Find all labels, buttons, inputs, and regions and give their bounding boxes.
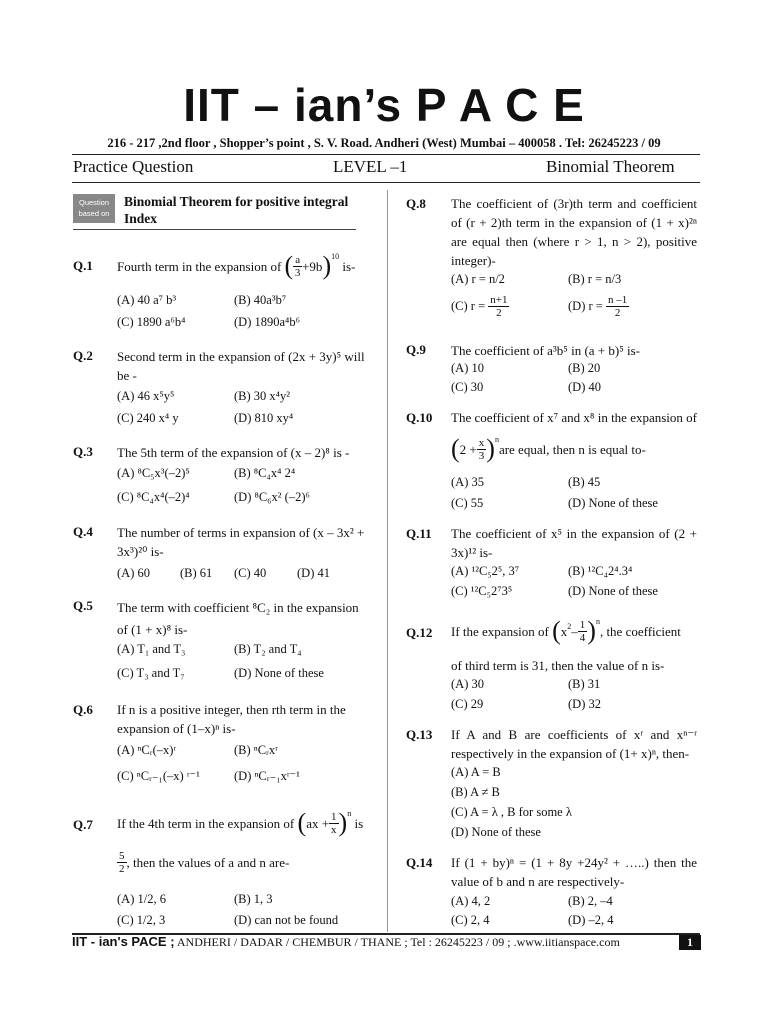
q10-number: Q.10 [406, 410, 433, 425]
q2-option-d: (D) 810 xy⁴ [234, 411, 294, 425]
q12-option-b: (B) 31 [568, 677, 601, 691]
q8-option-b: (B) r = n/3 [568, 272, 622, 286]
q11-number: Q.11 [406, 526, 432, 541]
q9-text: The coefficient of a³b⁵ in (a + b)⁵ is- [451, 343, 640, 358]
page-number: 1 [679, 935, 701, 950]
q5-number: Q.5 [73, 598, 93, 613]
q13-option-c: (C) A = λ , B for some λ [451, 805, 572, 819]
q10-option-b: (B) 45 [568, 475, 601, 489]
q6-number: Q.6 [73, 702, 93, 717]
q1-exponent: 10 [331, 251, 340, 261]
q6-option-a: (A) ⁿCᵣ(–x)ʳ [117, 743, 177, 757]
institute-brand-title: IIT – ian’s P A C E [183, 79, 585, 131]
q8-text: The coefficient of (3r)th term and coefficient of (r + 2)th term in the expansion of (1 + x)²ⁿ are equal then (where r > 1, n > 2), positive integer)- [451, 196, 697, 268]
q4-option-c: (C) 40 [234, 566, 267, 580]
q14-option-d: (D) –2, 4 [568, 913, 614, 927]
q13-option-d: (D) None of these [451, 825, 541, 839]
q12-text: If the expansion of ( x $^2$ – $\frac{1}{4}$ ) $^n$ , the coefficient [451, 616, 681, 645]
column-divider [387, 190, 388, 932]
q5-option-c: (C) T₃ and T₇ [117, 666, 185, 680]
q3-option-a: (A) ⁸C₅x³(–2)⁵ [117, 466, 190, 480]
q11-option-a: (A) ¹²C₅2⁵, 3⁷ [451, 564, 520, 578]
q1-number: Q.1 [73, 258, 93, 273]
q3-option-c: (C) ⁸C₄x⁴(–2)⁴ [117, 490, 190, 504]
q11-option-c: (C) ¹²C₅2⁷3⁵ [451, 584, 513, 598]
q10-tail: are equal, then n is equal to- [498, 441, 646, 457]
q2-option-c: (C) 240 x⁴ y [117, 411, 179, 425]
q11-option-d: (D) None of these [568, 584, 658, 598]
section-underline [73, 229, 356, 230]
q11-option-b: (B) ¹²C₄2⁴.3⁴ [568, 564, 633, 578]
q11-text: The coefficient of x⁵ in the expansion of (2 + 3x)¹² is- [451, 526, 697, 560]
footer-contact: ANDHERI / DADAR / CHEMBUR / THANE ; Tel : 26245223 / 09 ; .www.iitianspace.com [176, 935, 620, 949]
q12-line2: of third term is 31, then the value of n is- [451, 658, 665, 673]
q10-option-c: (C) 55 [451, 496, 484, 510]
q7-number: Q.7 [73, 817, 93, 832]
q13-text: If A and B are coefficients of xʳ and xⁿ⁻ʳ respectively in the expansion of (1+ x)ⁿ, then- [451, 727, 697, 761]
q7-stem: If the 4th term in the expansion of [117, 815, 295, 831]
q7-line2-text: , then the values of a and n are- [126, 855, 290, 870]
q1-text: Fourth term in the expansion of ( $\frac{a}{3}$ +9b ) $^{10}$ is- [117, 243, 382, 289]
q12-tail: , the coefficient [599, 623, 681, 639]
q5-option-d: (D) None of these [234, 666, 324, 680]
header-rule-top [72, 154, 700, 155]
q3-text: The 5th term of the expansion of (x – 2)⁸ is - [117, 445, 350, 460]
q14-text: If (1 + by)ⁿ = (1 + 8y +24y² + …..) then the value of b and n are respectively- [451, 855, 697, 889]
q8-option-c: (C) r = $\frac{n+1}{2}$ [451, 294, 508, 319]
q7-option-b: (B) 1, 3 [234, 892, 273, 906]
q7-line2 [117, 850, 289, 875]
q9-option-a: (A) 10 [451, 361, 484, 375]
q1-fraction: $\frac{a}{3}$ [294, 253, 301, 279]
level-label: LEVEL –1 [333, 157, 408, 176]
practice-label: Practice Question [73, 157, 194, 176]
q12-option-a: (A) 30 [451, 677, 484, 691]
q13-number: Q.13 [406, 727, 433, 742]
institute-address: 216 - 217 ,2nd floor , Shopper’s point , S. V. Road. Andheri (West) Mumbai – 400058 . Tel: 26245223 / 09 [107, 136, 661, 150]
q13-option-b: (B) A ≠ B [451, 785, 500, 799]
q14-option-c: (C) 2, 4 [451, 913, 490, 927]
q9-option-c: (C) 30 [451, 380, 484, 394]
q1-option-b: (B) 40a³b⁷ [234, 293, 287, 307]
q7-tail: is [354, 815, 364, 831]
q1-option-a: (A) 40 a⁷ b³ [117, 293, 177, 307]
q8-option-d: (D) r = $\frac{n -1}{2}$ [568, 294, 628, 319]
q13-option-a: (A) A = B [451, 765, 501, 779]
q14-number: Q.14 [406, 855, 433, 870]
q12-stem: If the expansion of [451, 623, 549, 639]
q14-option-b: (B) 2, –4 [568, 894, 613, 908]
q9-option-d: (D) 40 [568, 380, 601, 394]
q2-option-b: (B) 30 x⁴y² [234, 389, 291, 403]
q9-number: Q.9 [406, 342, 426, 357]
footer-brand: IIT - ian's PACE ; [72, 934, 175, 949]
q12-option-d: (D) 32 [568, 697, 601, 711]
q6-text: If n is a positive integer, then rth term in the expansion of (1–x)ⁿ is- [117, 702, 346, 736]
q7-exponent: n [347, 808, 352, 818]
q4-text: The number of terms in expansion of (x – 3x² + 3x³)²⁰ is- [117, 525, 365, 559]
q7-fraction: $\frac{1}{x}$ [331, 810, 337, 836]
q5-option-b: (B) T₂ and T₄ [234, 642, 302, 656]
q5-text: The term with coefficient ⁸C₂ in the expansion of (1 + x)⁸ is- [117, 600, 359, 637]
q6-option-b: (B) ⁿCᵣxʳ [234, 743, 278, 757]
q4-option-d: (D) 41 [297, 566, 330, 580]
section-tag: Question based on [73, 194, 115, 223]
q3-number: Q.3 [73, 444, 93, 459]
q10-text: The coefficient of x⁷ and x⁸ in the expansion of [451, 410, 697, 425]
q6-option-d: (D) ⁿCᵣ₋₁xʳ⁻¹ [234, 769, 300, 783]
q7-option-c: (C) 1/2, 3 [117, 913, 166, 927]
q1-stem: Fourth term in the expansion of [117, 258, 282, 274]
q7-option-d: (D) can not be found [234, 913, 339, 927]
header-rule-bottom [72, 182, 700, 183]
q10-option-d: (D) None of these [568, 496, 658, 510]
q1-option-c: (C) 1890 a⁶b⁴ [117, 315, 186, 329]
chapter-title: Binomial Theorem [546, 157, 675, 176]
q12-option-c: (C) 29 [451, 697, 484, 711]
q14-option-a: (A) 4, 2 [451, 894, 491, 908]
q4-option-b: (B) 61 [180, 566, 213, 580]
q1-term: +9b [302, 258, 323, 274]
q4-number: Q.4 [73, 524, 93, 539]
q3-option-b: (B) ⁸C₄x⁴ 2⁴ [234, 466, 296, 480]
q7-ratio: $\frac{5}{2}$ [119, 850, 125, 875]
q2-option-a: (A) 46 x⁵y⁵ [117, 389, 175, 403]
q7-text: If the 4th term in the expansion of ( ax + $\frac{1}{x}$ ) $^n$ is [117, 800, 382, 846]
q7-term: ax + [306, 815, 330, 831]
q2-text: Second term in the expansion of (2x + 3y)⁵ will be - [117, 349, 365, 383]
q6-option-c: (C) ⁿCᵣ₋₁(–x) ʳ⁻¹ [117, 769, 200, 783]
q8-option-a: (A) r = n/2 [451, 272, 505, 286]
footer [72, 934, 620, 950]
q1-tail: is- [342, 258, 356, 274]
q4-option-a: (A) 60 [117, 566, 150, 580]
q9-option-b: (B) 20 [568, 361, 601, 375]
q7-option-a: (A) 1/2, 6 [117, 892, 166, 906]
section-title: Binomial Theorem for positive integral Index [124, 194, 349, 226]
q10-expression: ( 2 + $\frac{x}{3}$ ) $^n$ are equal, then n is equal to- [451, 434, 646, 463]
q8-number: Q.8 [406, 196, 426, 211]
q3-option-d: (D) ⁸C₆x² (–2)⁶ [234, 490, 310, 504]
q10-option-a: (A) 35 [451, 475, 484, 489]
q2-number: Q.2 [73, 348, 93, 363]
q12-number: Q.12 [406, 625, 433, 640]
q5-option-a: (A) T₁ and T₃ [117, 642, 186, 656]
q1-option-d: (D) 1890a⁴b⁶ [234, 315, 300, 329]
